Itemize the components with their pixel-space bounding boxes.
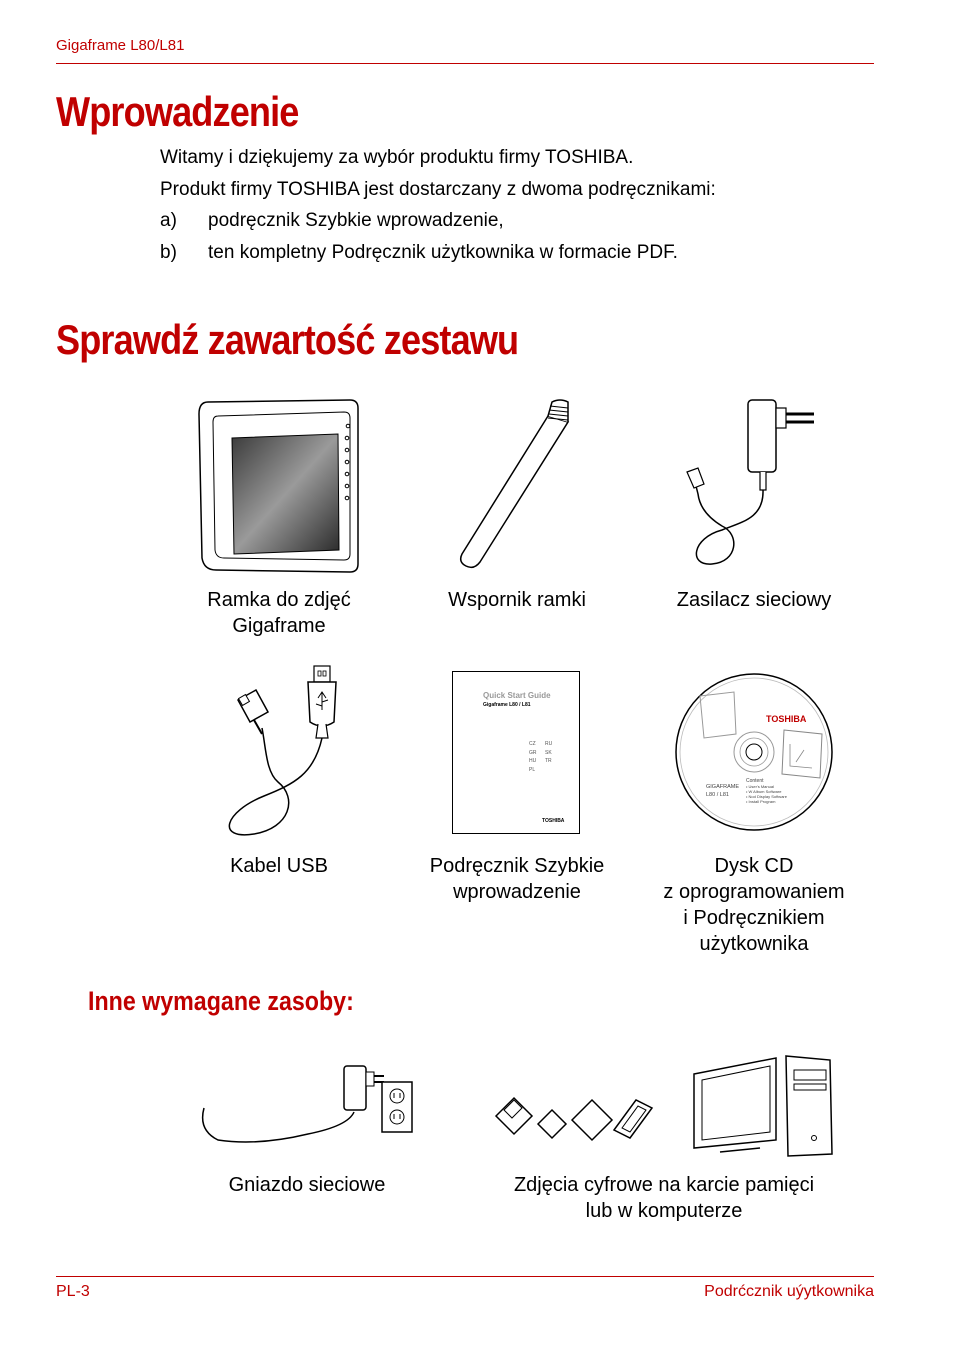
- guide-cover-languages-left: [529, 740, 537, 774]
- cd-content-item: • User's Manual: [746, 784, 774, 789]
- caption-cd: [633, 853, 875, 957]
- language-code: SK: [545, 749, 552, 756]
- quick-start-guide-illustration: [452, 671, 580, 834]
- computer-illustration: [690, 1052, 836, 1158]
- caption-line: Zdjęcia cyfrowe na karcie pamięci: [513, 1174, 815, 1196]
- caption-line: użytkownika: [699, 933, 809, 955]
- guide-cover-brand: TOSHIBA: [542, 818, 565, 824]
- caption-line: Zasilacz sieciowy: [676, 589, 832, 611]
- footer-rule: [56, 1276, 874, 1277]
- language-code: RU: [545, 741, 553, 747]
- list-item-b: ten kompletny Podręcznik użytkownika w formacie PDF.: [208, 242, 678, 263]
- caption-line: Gniazdo sieciowe: [228, 1174, 386, 1196]
- caption-frame-stand: [406, 587, 628, 613]
- cd-content-item: • W Album Software: [746, 789, 782, 794]
- caption-line: i Podręcznikiem: [683, 907, 825, 929]
- caption-line: Wspornik ramki: [448, 589, 586, 611]
- page-number: PL-3: [56, 1283, 90, 1300]
- photo-frame-illustration: [196, 398, 360, 574]
- cd-illustration: [674, 670, 834, 834]
- language-code: TR: [545, 758, 552, 764]
- cd-content-item: • Nod Display Software: [746, 794, 787, 799]
- language-code: CZ: [529, 741, 536, 747]
- intro-line-1: Witamy i dziękujemy za wybór produktu firmy TOSHIBA.: [160, 147, 634, 168]
- caption-line: wprowadzenie: [453, 881, 581, 903]
- list-item-a: podręcznik Szybkie wprowadzenie,: [208, 210, 504, 231]
- caption-line: z oprogramowaniem: [663, 881, 845, 903]
- cd-model-line-1: GIGAFRAME: [706, 784, 740, 790]
- section-heading-intro: Wprowadzenie: [56, 88, 299, 135]
- language-code: PL: [529, 766, 536, 773]
- caption-line: Kabel USB: [230, 855, 328, 877]
- caption-line: lub w komputerze: [585, 1200, 743, 1222]
- header-rule: [56, 63, 874, 64]
- section-heading-contents: Sprawdź zawartość zestawu: [56, 316, 519, 363]
- caption-line: Podręcznik Szybkie: [429, 855, 605, 877]
- running-header: Gigaframe L80/L81: [56, 37, 185, 54]
- language-code: HU: [529, 758, 537, 764]
- frame-stand-illustration: [452, 398, 582, 573]
- cd-content-item: • Install Program: [746, 799, 776, 804]
- cd-brand: TOSHIBA: [766, 714, 807, 724]
- list-marker-a: a): [160, 210, 177, 231]
- wall-socket-illustration: [198, 1060, 418, 1146]
- caption-digital-photos: [478, 1172, 850, 1224]
- guide-cover-subtitle: Gigaframe L80 / L81: [483, 702, 531, 708]
- section-heading-other: Inne wymagane zasoby:: [88, 986, 354, 1016]
- guide-cover-languages-right: [545, 740, 552, 766]
- ac-adapter-illustration: [682, 398, 822, 573]
- caption-line: Dysk CD: [714, 855, 794, 877]
- caption-photo-frame: [168, 587, 390, 639]
- cd-content-title: Content: [746, 778, 764, 784]
- guide-cover-title: Quick Start Guide: [483, 691, 551, 700]
- language-code: GR: [529, 749, 537, 756]
- usb-cable-illustration: [214, 664, 354, 842]
- cd-model-line-2: L80 / L81: [706, 792, 729, 798]
- memory-cards-illustration: [492, 1090, 658, 1146]
- caption-line: Ramka do zdjęć: [207, 589, 351, 611]
- caption-ac-adapter: [643, 587, 865, 613]
- caption-usb-cable: [168, 853, 390, 879]
- caption-quick-start-guide: [406, 853, 628, 905]
- footer-title: Podrćcznik uýytkownika: [704, 1283, 874, 1300]
- list-marker-b: b): [160, 242, 177, 263]
- caption-line: Gigaframe: [232, 615, 326, 637]
- intro-line-2: Produkt firmy TOSHIBA jest dostarczany z dwoma podręcznikami:: [160, 179, 716, 200]
- caption-wall-socket: [196, 1172, 418, 1198]
